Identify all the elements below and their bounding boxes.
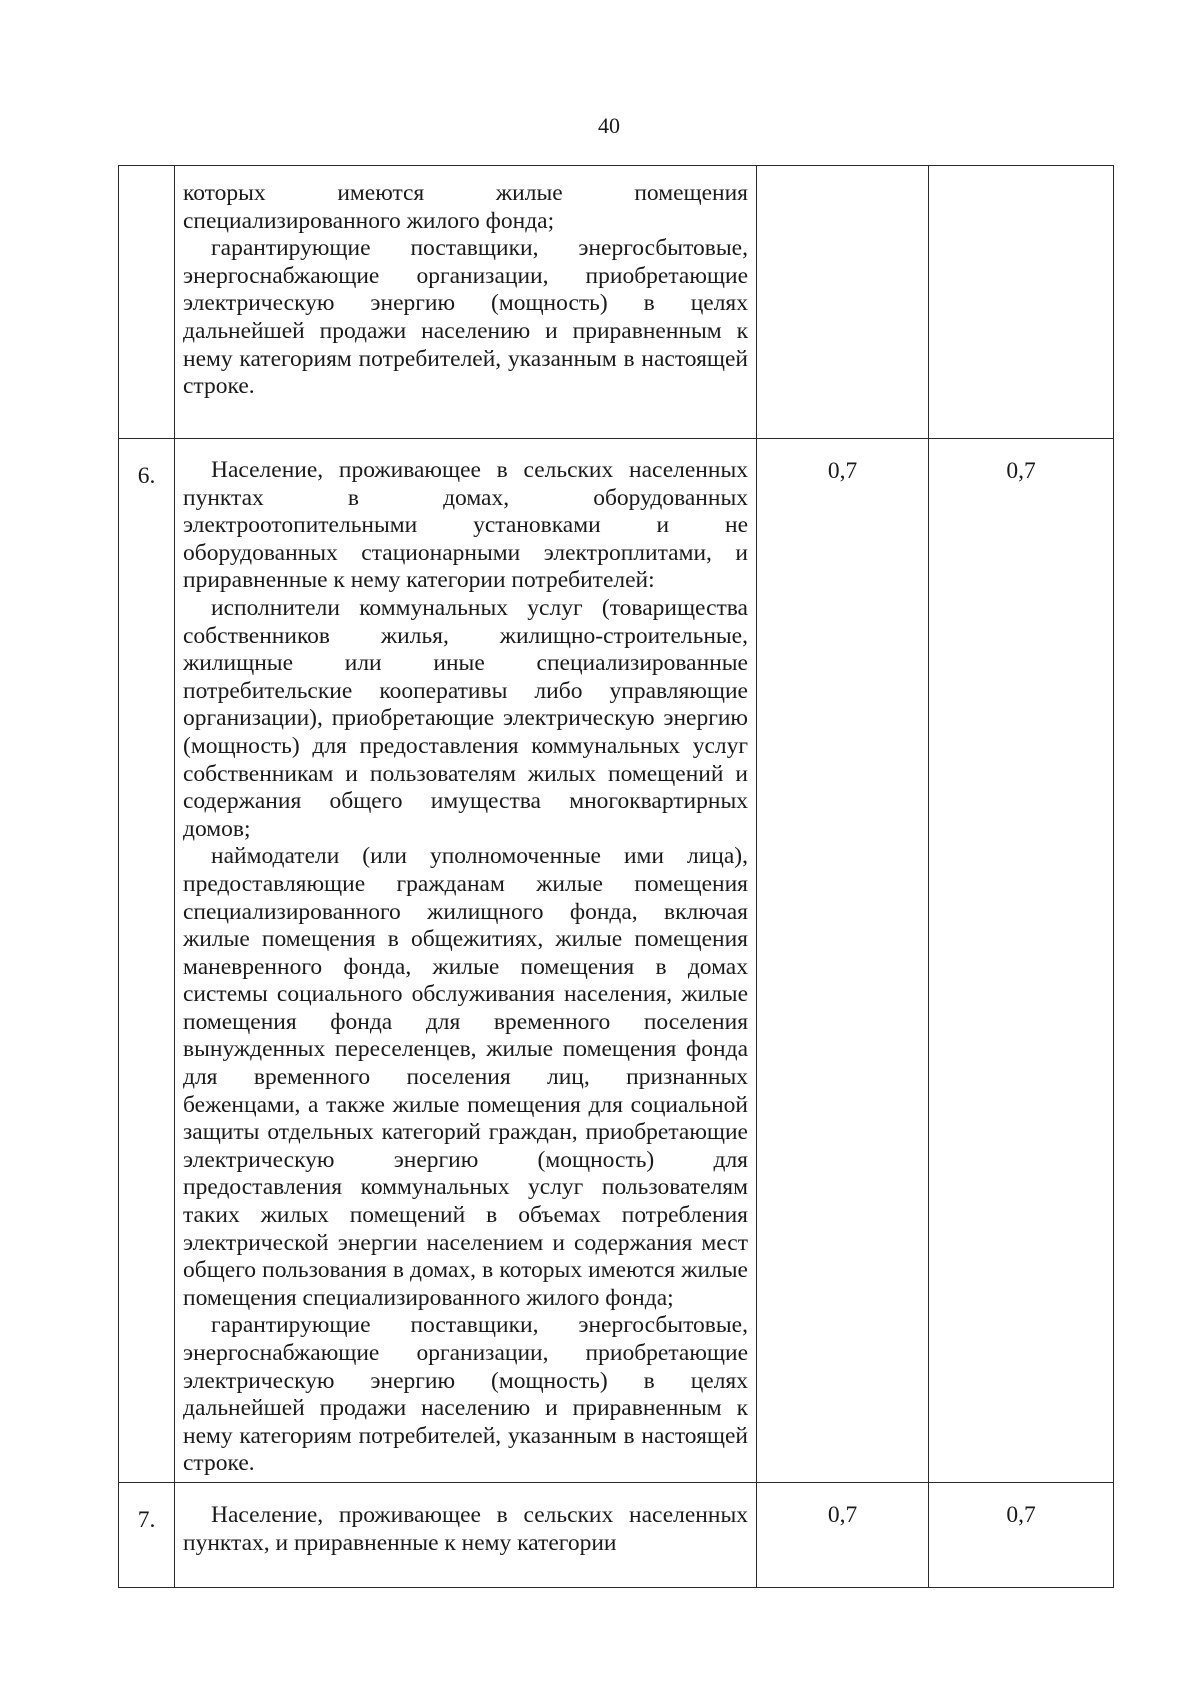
value-cell-2: 0,7 [929, 1482, 1114, 1587]
tariff-table [118, 165, 1114, 1588]
table-row [119, 1482, 1114, 1587]
page-number: 40 [598, 113, 620, 138]
row-paragraph: которых имеются жилые помещения специализированного жилого фонда; [183, 180, 748, 234]
row-paragraph: гарантирующие поставщики, энергосбытовые, энергоснабжающие организации, приобретающие электрическую энергию (мощность) в целях дальнейшей продажи населению и приравненным к нему категориям потребителей, указанным в настоящей строке. [183, 1312, 748, 1477]
row-description-cell [175, 439, 757, 1483]
row-paragraph: гарантирующие поставщики, энергосбытовые, энергоснабжающие организации, приобретающие электрическую энергию (мощность) в целях дальнейшей продажи населению и приравненным к нему категориям потребителей, указанным в настоящей строке. [183, 235, 748, 400]
row-number-cell: 6. [119, 439, 175, 1483]
row-number-cell [119, 166, 175, 439]
row-number-cell: 7. [119, 1482, 175, 1587]
row-paragraph: исполнители коммунальных услуг (товарищества собственников жилья, жилищно-строительные, жилищные или иные специализированные потребительские кооперативы либо управляющие организации), приобретающие электрическую энергию (мощность) для предоставления коммунальных услуг собственникам и пользователям жилых помещений и содержания общего имущества многоквартирных домов; [183, 594, 748, 842]
value-cell-1: 0,7 [757, 439, 929, 1483]
value-cell-1 [757, 166, 929, 439]
row-paragraph: наймодатели (или уполномоченные ими лица), предоставляющие гражданам жилые помещения специализированного жилищного фонда, включая жилые помещения в общежитиях, жилые помещения маневренного фонда, жилые помещения в домах системы социального обслуживания населения, жилые помещения фонда для временного поселения вынужденных переселенцев, жилые помещения фонда для временного поселения лиц, признанных беженцами, а также жилые помещения для социальной защиты отдельных категорий граждан, приобретающие электрическую энергию (мощность) для предоставления коммунальных услуг пользователям таких жилых помещений в объемах потребления электрической энергии населением и содержания мест общего пользования в домах, в которых имеются жилые помещения специализированного жилого фонда; [183, 843, 748, 1311]
row-paragraph: Население, проживающее в сельских населенных пунктах в домах, оборудованных электроотопительными установками и не оборудованных стационарными электроплитами, и приравненные к нему категории потребителей: [183, 457, 748, 594]
row-paragraph: Население, проживающее в сельских населенных пунктах, и приравненные к нему категории [183, 1501, 748, 1556]
row-description-cell [175, 1482, 757, 1587]
value-cell-1: 0,7 [757, 1482, 929, 1587]
table-row [119, 166, 1114, 439]
row-description-cell [175, 166, 757, 439]
table-row [119, 439, 1114, 1483]
value-cell-2 [929, 166, 1114, 439]
value-cell-2: 0,7 [929, 439, 1114, 1483]
